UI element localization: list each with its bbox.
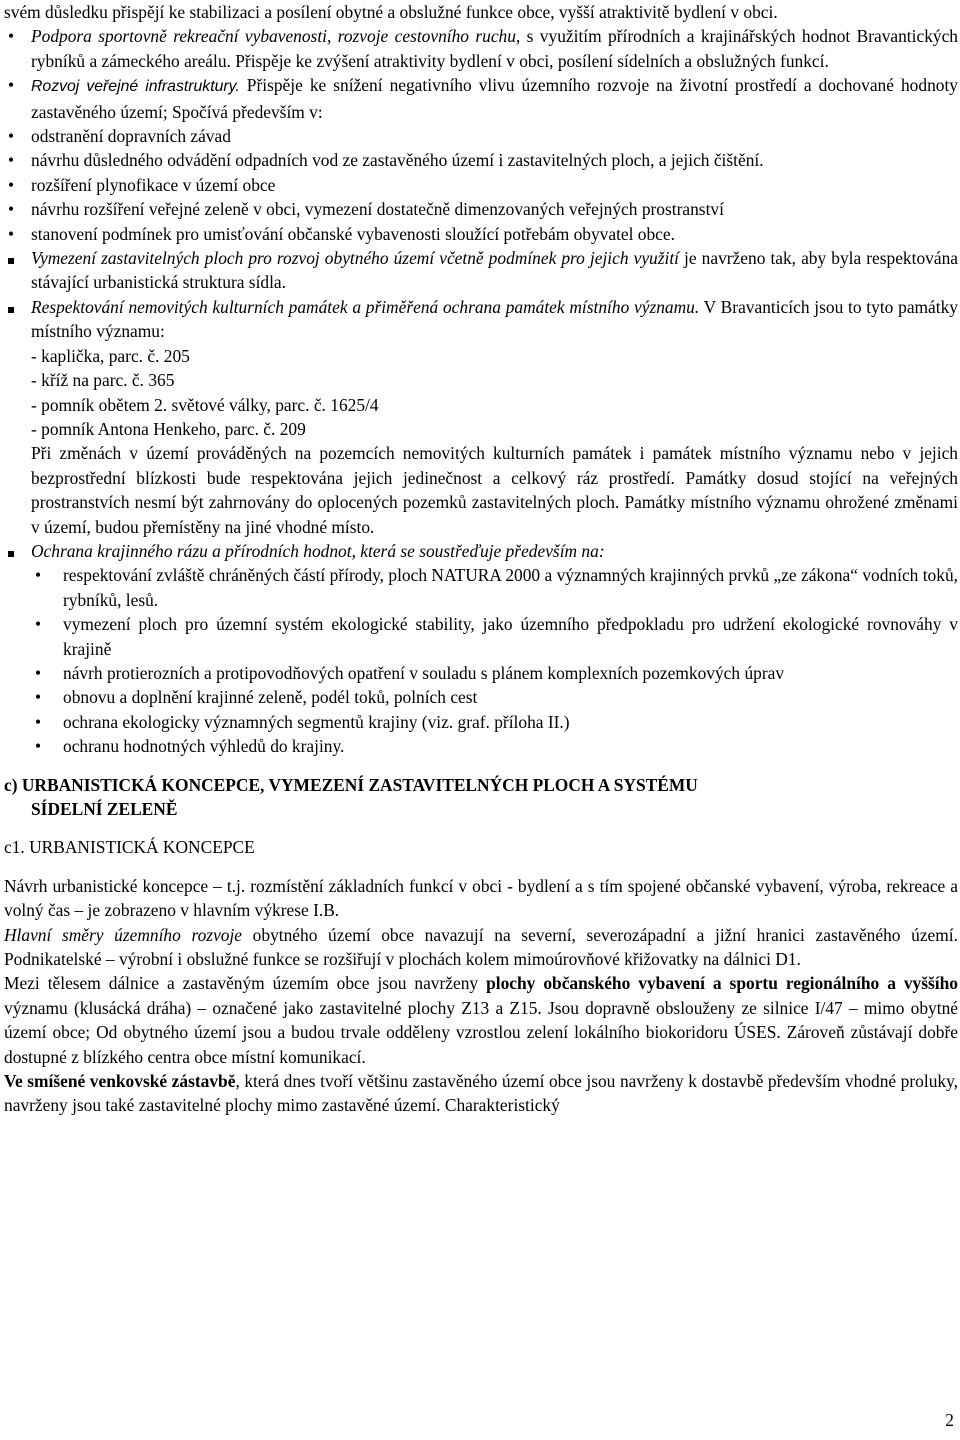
bullet-marker: • [7, 75, 15, 96]
paragraph-concept: Návrh urbanistické koncepce – t.j. rozmístění základních funkcí v obci - bydlení a s tím spojené občanské vybavení, výroba, rekreace a volný čas – je zobrazeno v hlavním výkrese I.B. [4, 875, 958, 921]
bullet-marker: • [7, 126, 15, 147]
paragraph-development-text: obytného území obce navazují na severní, severozápadní a jižní hranici zastavěného území. Podnikatelské – výrobní i obslužné funkce se rozšiřují v plochách kolem mimoúrovňové křižovatky na dálnici D1. [4, 924, 958, 970]
list-item-text: ochranu hodnotných výhledů do krajiny. [63, 736, 345, 757]
list-item-text: návrh protierozních a protipovodňových opatření v souladu s plánem komplexních pozemkových úprav [63, 662, 785, 683]
intro-tail [4, 0, 958, 24]
heading-c-prefix: c) [4, 774, 18, 795]
page-number: 2 [945, 1410, 954, 1430]
list-item-text: respektování zvláště chráněných částí přírody, ploch NATURA 2000 a významných krajinných prvků „ze zákona“ vodních toků, rybníků, lesů. [63, 565, 958, 610]
list-item: - kříž na parc. č. 365 [31, 370, 175, 391]
heading-c-line2: SÍDELNÍ ZELENĚ [31, 799, 178, 819]
list-item [4, 148, 958, 172]
paragraph-civic-amenities [4, 971, 958, 1069]
bullet-marker: • [34, 662, 42, 683]
list-item-text: návrhu rozšíření veřejné zeleně v obci, vymezení dostatečně dimenzovaných veřejných prostranství [31, 199, 724, 220]
section-heading-c [4, 773, 958, 822]
bullet-marker: • [34, 687, 42, 708]
bullet-sport-title: Podpora sportovně rekreační vybavenosti, rozvoje cestovního ruchu, [31, 26, 521, 47]
bullet-sport-recreation [4, 24, 958, 73]
list-item-text: odstranění dopravních závad [31, 126, 231, 147]
bullet-marker: • [7, 199, 15, 220]
subsection-heading-c1: c1. URBANISTICKÁ KONCEPCE [4, 837, 255, 858]
bullet-infra-text: Přispěje ke snížení negativního vlivu územního rozvoje na životní prostředí a dochované hodnoty zastavěného území; Spočívá především v: [31, 75, 958, 122]
bullet-sport-text: s využitím přírodních a krajinářských hodnot Bravantických rybníků a zámeckého areálu. Přispěje ke zvýšení atraktivity bydlení v obci, posílení sídelních a obslužných funkcí. [31, 26, 958, 71]
section-zoning-title: Vymezení zastavitelných ploch pro rozvoj obytného území včetně podmínek pro jejich využití [31, 248, 679, 269]
section-zoning-text: je navrženo tak, aby byla respektována stávající urbanistická struktura sídla. [31, 248, 958, 293]
body-text [4, 0, 958, 1118]
square-bullet-marker [4, 246, 18, 270]
list-item [4, 685, 958, 709]
paragraph-rural-development [4, 1069, 958, 1118]
list-item: - pomník Antona Henkeho, parc. č. 209 [31, 418, 306, 439]
list-item [4, 661, 958, 685]
square-bullet-marker [4, 539, 18, 563]
paragraph-civic-a: Mezi tělesem dálnice a zastavěným územím obce jsou navrženy [4, 973, 487, 994]
intro-tail-text: svém důsledku přispějí ke stabilizaci a posílení obytné a obslužné funkce obce, vyšší atraktivitě bydlení v obci. [4, 2, 778, 22]
heading-c-line1: URBANISTICKÁ KONCEPCE, VYMEZENÍ ZASTAVITELNÝCH PLOCH A SYSTÉMU [21, 774, 698, 795]
bullet-marker: • [7, 26, 15, 47]
paragraph-development [4, 923, 958, 972]
bullet-infra-title: Rozvoj veřejné infrastruktury. [31, 78, 240, 96]
section-item-monuments [4, 295, 958, 539]
list-item-text: obnovu a doplnění krajinné zeleně, podél toků, polních cest [63, 687, 478, 708]
list-item [4, 612, 958, 661]
bullet-marker: • [34, 565, 42, 586]
section-item-landscape [4, 539, 958, 563]
bullet-marker: • [34, 736, 42, 757]
list-item: - pomník obětem 2. světové války, parc. č. 1625/4 [31, 394, 379, 415]
list-item [4, 222, 958, 246]
bullet-marker: • [34, 614, 42, 635]
paragraph-development-title: Hlavní směry územního rozvoje [4, 924, 243, 945]
monument-list [31, 344, 958, 442]
paragraph-civic-c: významu (klusácká dráha) – označené jako zastavitelné plochy Z13 a Z15. Jsou dopravně obslouženy ze silnice I/47 – mimo obytné území obce; Od obytného území jsou a budou trvale odděleny vzrostlou zelení lokálního biokoridoru ÚSES. Zároveň zůstávají dobře dostupné z blízkého centra obce místní komunikací. [4, 997, 958, 1067]
list-item-text: návrhu důsledného odvádění odpadních vod ze zastavěného území i zastavitelných ploch, a jejich čištění. [31, 150, 764, 171]
monuments-paragraph: Při změnách v území prováděných na pozemcích nemovitých kulturních památek i památek místního významu nebo v jejich bezprostřední blízkosti bude respektována jejich jedinečnost a celkový ráz prostředí. Památky dosud stojící na veřejných prostranstvích nesmí být zahrnovány do oplocených pozemků zastavitelných ploch. Památky místního významu ohrožené změnami v území, budou přemístěny na jiné vhodné místo. [31, 443, 958, 537]
section-monuments-text: V Bravanticích jsou to tyto památky místního významu: [31, 296, 959, 342]
list-item [4, 124, 958, 148]
paragraph-rural-bold: Ve smíšené venkovské zástavbě [4, 1071, 236, 1092]
section-item-zoning [4, 246, 958, 295]
list-item: - kaplička, parc. č. 205 [31, 345, 190, 366]
bullet-marker: • [34, 711, 42, 732]
paragraph-rural-text: , která dnes tvoří většinu zastavěného území obce jsou navrženy k dostavbě především vhodné proluky, navrženy jsou také zastavitelné plochy mimo zastavěné území. Charakteristický [4, 1071, 958, 1116]
list-item-text: ochrana ekologicky významných segmentů krajiny (viz. graf. příloha II.) [63, 711, 570, 732]
section-monuments-title: Respektování nemovitých kulturních památek a přiměřená ochrana památek místního významu. [31, 296, 700, 317]
bullet-marker: • [7, 174, 15, 195]
list-item-text: vymezení ploch pro územní systém ekologické stability, jako územního předpokladu pro udržení ekologické rovnováhy v krajině [63, 614, 958, 659]
list-item [4, 710, 958, 734]
list-item-text: rozšíření plynofikace v území obce [31, 174, 276, 195]
list-item [4, 197, 958, 221]
list-item [4, 734, 958, 758]
list-item [4, 173, 958, 197]
paragraph-civic-bold: plochy občanského vybavení a sportu regionálního a vyššího [486, 973, 958, 994]
list-item-text: stanovení podmínek pro umisťování občanské vybavenosti sloužící potřebám obyvatel obce. [31, 223, 675, 244]
list-item [4, 563, 958, 612]
square-bullet-marker [4, 295, 18, 319]
bullet-infrastructure [4, 73, 958, 124]
bullet-marker: • [7, 150, 15, 171]
section-landscape-title: Ochrana krajinného rázu a přírodních hodnot, která se soustřeďuje především na: [31, 540, 605, 561]
bullet-marker: • [7, 223, 15, 244]
